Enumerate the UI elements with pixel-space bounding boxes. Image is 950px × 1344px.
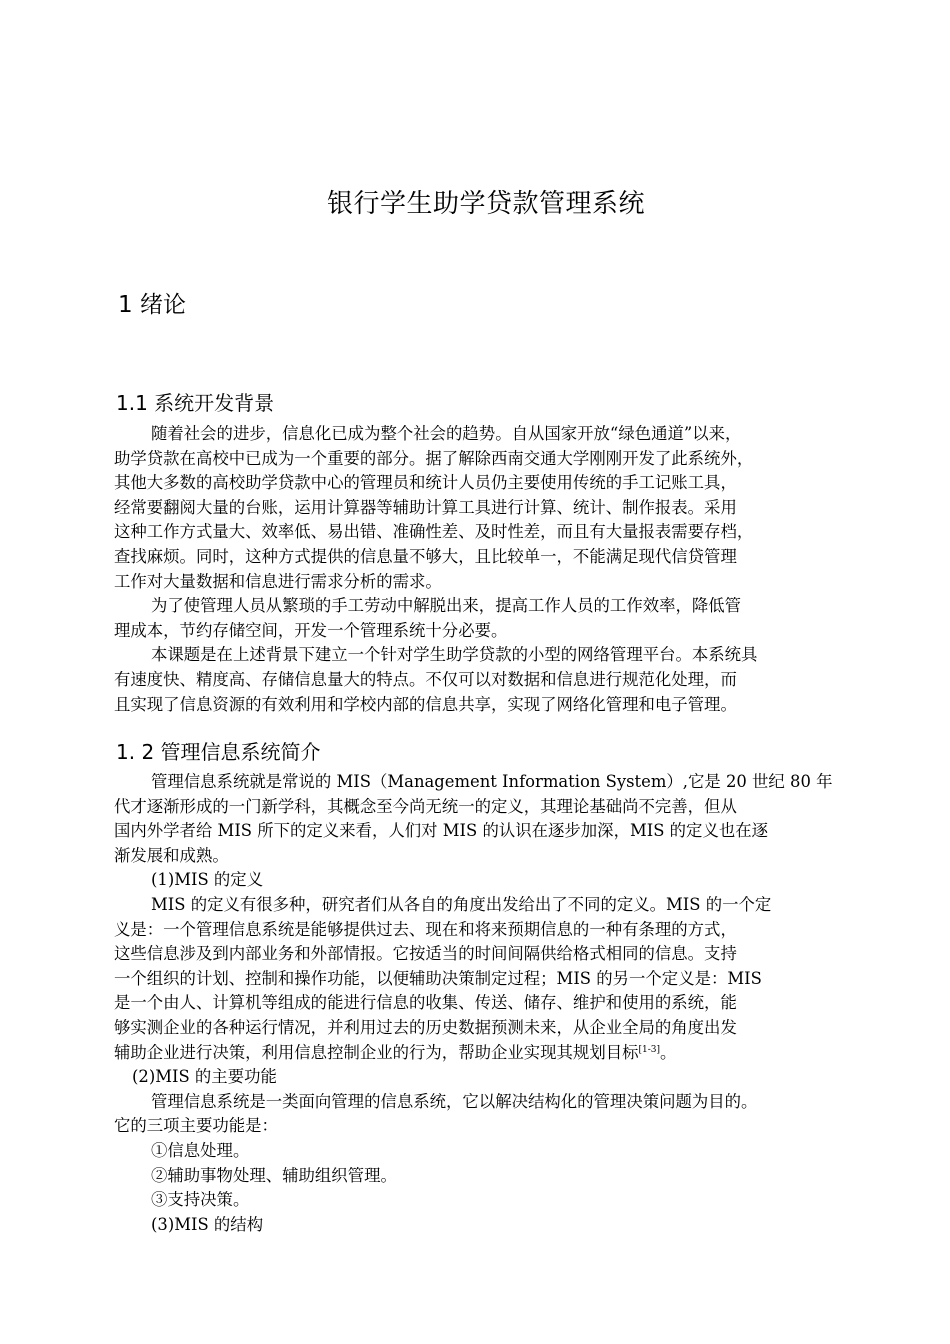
paragraph-line: 国内外学者给 MIS 所下的定义来看，人们对 MIS 的认识在逐步加深，MIS 的定义也在逐 xyxy=(114,821,769,841)
paragraph-line: MIS 的定义有很多种，研究者们从各自的角度出发给出了不同的定义。MIS 的一个定 xyxy=(151,894,772,914)
paragraph-line: 渐发展和成熟。 xyxy=(114,845,229,865)
paragraph-line: 这些信息涉及到内部业务和外部情报。它按适当的时间间隔供给格式相同的信息。支持 xyxy=(114,944,737,964)
paragraph-line: 这种工作方式量大、效率低、易出错、准确性差、及时性差，而且有大量报表需要存档， xyxy=(114,522,754,542)
paragraph-line: 查找麻烦。同时，这种方式提供的信息量不够大，且比较单一，不能满足现代信贷管理 xyxy=(114,546,737,566)
paragraph-line: 经常要翻阅大量的台账，运用计算器等辅助计算工具进行计算、统计、制作报表。采用 xyxy=(114,497,737,517)
paragraph-line-with-citation xyxy=(114,1041,874,1066)
section-heading-background: 1.1 系统开发背景 xyxy=(116,391,275,415)
paragraph-line: 随着社会的进步，信息化已成为整个社会的趋势。自从国家开放“绿色通道”以来， xyxy=(151,424,742,443)
paragraph-tail: 。 xyxy=(660,1042,677,1062)
list-item: ①信息处理。 xyxy=(151,1140,250,1160)
paragraph-text: 辅助企业进行决策，利用信息控制企业的行为，帮助企业实现其规划目标 xyxy=(114,1042,639,1062)
paragraph-line: 为了使管理人员从繁琐的手工劳动中解脱出来，提高工作人员的工作效率，降低管 xyxy=(151,596,742,616)
subheading-line: (1)MIS 的定义 xyxy=(151,870,264,890)
document-title: 银行学生助学贷款管理系统 xyxy=(326,189,645,219)
paragraph-line: 够实测企业的各种运行情况，并利用过去的历史数据预测未来，从企业全局的角度出发 xyxy=(114,1017,737,1037)
paragraph-line: 其他大多数的高校助学贷款中心的管理员和统计人员仍主要使用传统的手工记账工具， xyxy=(114,473,737,493)
paragraph-line: 义是：一个管理信息系统是能够提供过去、现在和将来预期信息的一种有条理的方式， xyxy=(114,919,737,939)
subheading-line: (2)MIS 的主要功能 xyxy=(132,1067,277,1087)
list-item: ②辅助事物处理、辅助组织管理。 xyxy=(151,1165,397,1185)
paragraph-line: 代才逐渐形成的一门新学科，其概念至今尚无统一的定义，其理论基础尚不完善，但从 xyxy=(114,796,737,816)
paragraph-line: 助学贷款在高校中已成为一个重要的部分。据了解除西南交通大学刚刚开发了此系统外， xyxy=(114,448,754,468)
paragraph-line: 一个组织的计划、控制和操作功能，以便辅助决策制定过程；MIS 的另一个定义是：MIS xyxy=(114,968,762,988)
paragraph-line: 是一个由人、计算机等组成的能进行信息的收集、传送、储存、维护和使用的系统，能 xyxy=(114,993,737,1013)
paragraph-line: 管理信息系统就是常说的 MIS（Management Information System）,它是 20 世纪 80 年 xyxy=(151,772,833,791)
chapter-heading: 1 绪论 xyxy=(118,292,186,318)
paragraph-line: 工作对大量数据和信息进行需求分析的需求。 xyxy=(114,571,442,591)
list-item: ③支持决策。 xyxy=(151,1190,250,1210)
section-body-mis xyxy=(114,770,874,1237)
citation-reference: [1-3] xyxy=(638,1044,661,1055)
paragraph-line: 且实现了信息资源的有效利用和学校内部的信息共享，实现了网络化管理和电子管理。 xyxy=(114,694,737,714)
paragraph-line: 它的三项主要功能是： xyxy=(114,1116,278,1136)
section-heading-mis: 1. 2 管理信息系统简介 xyxy=(116,740,321,764)
subheading-line: (3)MIS 的结构 xyxy=(151,1214,264,1234)
paragraph-line: 本课题是在上述背景下建立一个针对学生助学贷款的小型的网络管理平台。本系统具 xyxy=(151,645,758,665)
paragraph-line: 有速度快、精度高、存储信息量大的特点。不仅可以对数据和信息进行规范化处理，而 xyxy=(114,669,737,689)
paragraph-line: 理成本，节约存储空间，开发一个管理系统十分必要。 xyxy=(114,620,508,640)
paragraph-line: 管理信息系统是一类面向管理的信息系统，它以解决结构化的管理决策问题为目的。 xyxy=(151,1091,758,1111)
section-body-background xyxy=(114,422,874,717)
